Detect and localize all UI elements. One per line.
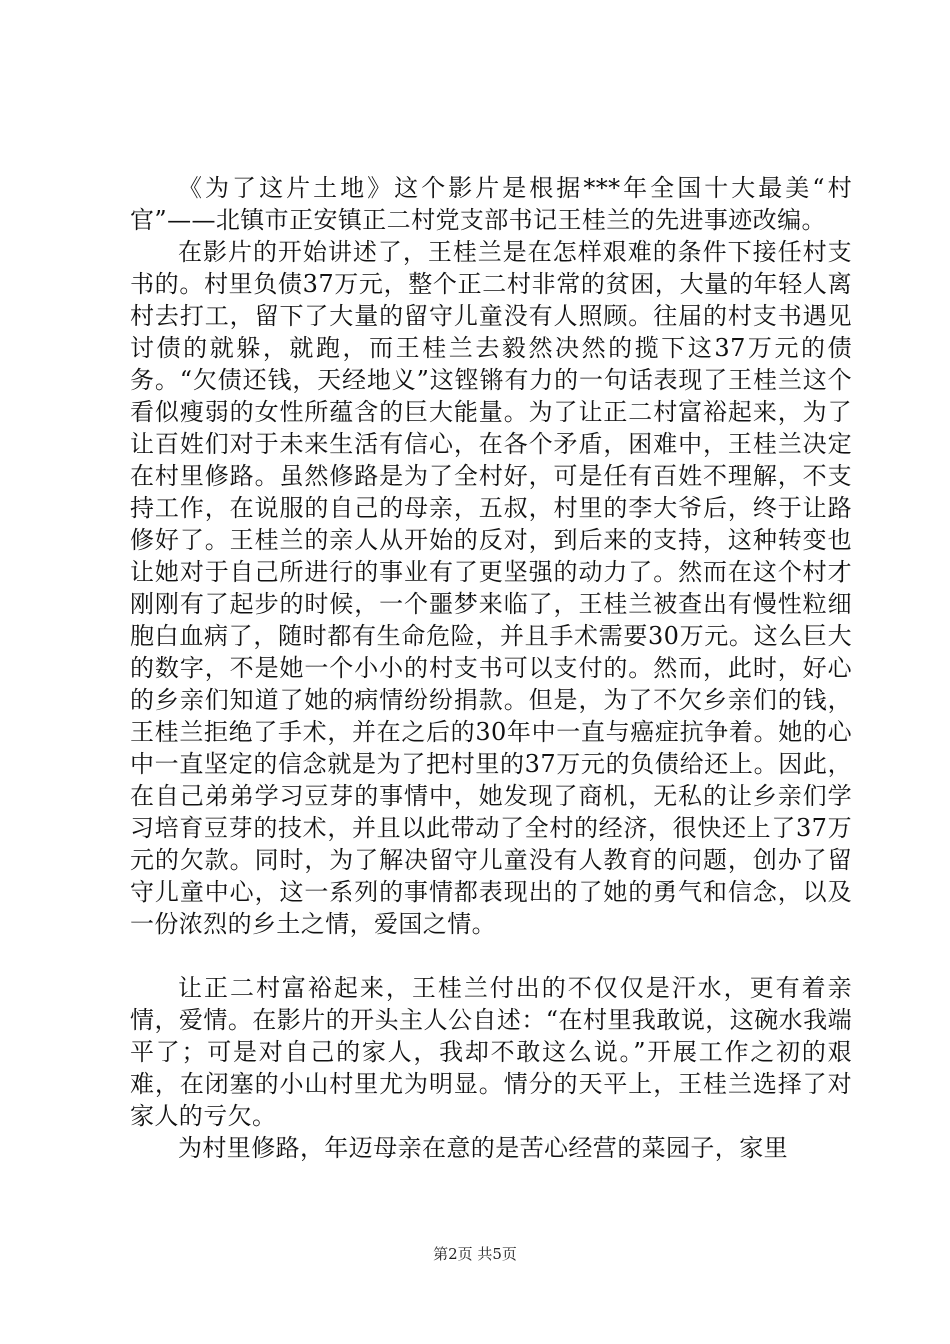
paragraph-road: 为村里修路，年迈母亲在意的是苦心经营的菜园子，家里	[178, 1134, 788, 1162]
page-footer: 第2页 共5页	[433, 1245, 517, 1263]
document-body	[130, 172, 852, 1164]
paragraph-intro: 《为了这片土地》这个影片是根据***年全国十大最美“村官”——北镇市正安镇正二村党支部书记王桂兰的先进事迹改编。	[130, 174, 852, 234]
paragraph-story: 在影片的开始讲述了，王桂兰是在怎样艰难的条件下接任村支书的。村里负债37万元，整个正二村非常的贫困，大量的年轻人离村去打工，留下了大量的留守儿童没有人照顾。往届的村支书遇见讨债的就躲，就跑，而王桂兰去毅然决然的揽下这37万元的债务。“欠债还钱，天经地义”这铿锵有力的一句话表现了王桂兰这个看似瘦弱的女性所蕴含的巨大能量。为了让正二村富裕起来，为了让百姓们对于未来生活有信心，在各个矛盾，困难中，王桂兰决定在村里修路。虽然修路是为了全村好，可是任有百姓不理解，不支持工作，在说服的自己的母亲，五叔，村里的李大爷后，终于让路修好了。王桂兰的亲人从开始的反对，到后来的支持，这种转变也让她对于自己所进行的事业有了更坚强的动力了。然而在这个村才刚刚有了起步的时候，一个噩梦来临了，王桂兰被查出有慢性粒细胞白血病了，随时都有生命危险，并且手术需要30万元。这么巨大的数字，不是她一个小小的村支书可以支付的。然而，此时，好心的乡亲们知道了她的病情纷纷捐款。但是，为了不欠乡亲们的钱，王桂兰拒绝了手术，并在之后的30年中一直与癌症抗争着。她的心中一直坚定的信念就是为了把村里的37万元的负债给还上。因此，在自己弟弟学习豆芽的事情中，她发现了商机，无私的让乡亲们学习培育豆芽的技术，并且以此带动了全村的经济，很快还上了37万元的欠款。同时，为了解决留守儿童没有人教育的问题，创办了留守儿童中心，这一系列的事情都表现出的了她的勇气和信念，以及一份浓烈的乡土之情，爱国之情。	[130, 238, 852, 938]
paragraph-family: 让正二村富裕起来，王桂兰付出的不仅仅是汗水，更有着亲情，爱情。在影片的开头主人公自述：“在村里我敢说，这碗水我端平了；可是对自己的家人，我却不敢这么说。”开展工作之初的艰难，在闭塞的小山村里尤为明显。情分的天平上，王桂兰选择了对家人的亏欠。	[130, 974, 852, 1130]
